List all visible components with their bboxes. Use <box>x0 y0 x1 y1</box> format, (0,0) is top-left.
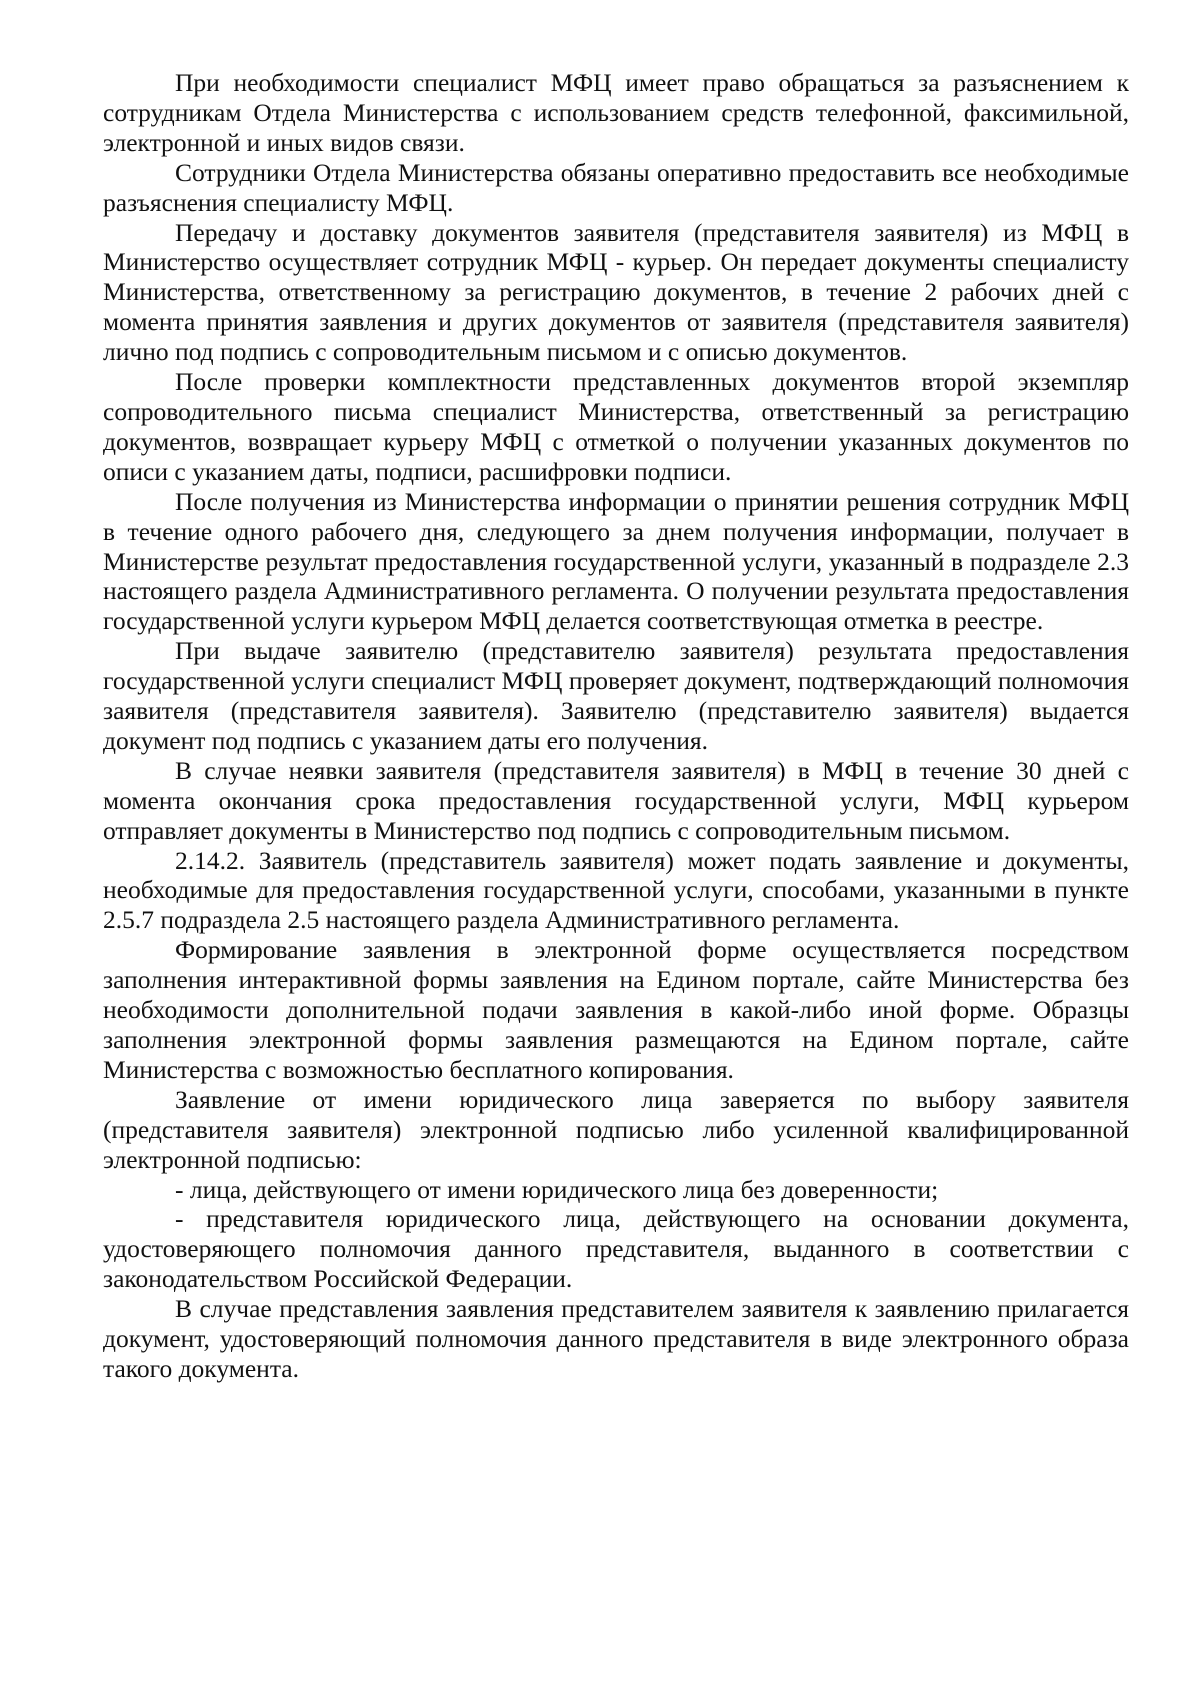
paragraph-result-receipt: После получения из Министерства информации о принятии решения сотрудник МФЦ в течение одного рабочего дня, следующего за днем получения информации, получает в Министерстве результат предоставления государственной услуги, указанный в подразделе 2.3 настоящего раздела Административного регламента. О получении результата предоставления государственной услуги курьером МФЦ делается соответствующая отметка в реестре. <box>103 486 1129 636</box>
list-item-representative: - представителя юридического лица, действующего на основании документа, удостоверяющего полномочия данного представителя, выданного в соответствии с законодательством Российской Федерации. <box>103 1204 1129 1294</box>
paragraph-electronic-form: Формирование заявления в электронной форме осуществляется посредством заполнения интерактивной формы заявления на Едином портале, сайте Министерства без необходимости дополнительной подачи заявления в какой-либо иной форме. Образцы заполнения электронной формы заявления размещаются на Едином портале, сайте Министерства с возможностью бесплатного копирования. <box>103 935 1129 1084</box>
document-body <box>103 68 1129 1384</box>
paragraph-non-appearance: В случае неявки заявителя (представителя заявителя) в МФЦ в течение 30 дней с момента окончания срока предоставления государственной услуги, МФЦ курьером отправляет документы в Министерство под подпись с сопроводительным письмом. <box>103 755 1129 845</box>
list-item-without-proxy: - лица, действующего от имени юридического лица без доверенности; <box>175 1174 939 1204</box>
paragraph-mfc-clarification: При необходимости специалист МФЦ имеет право обращаться за разъяснением к сотрудникам Отдела Министерства с использованием средств телефонной, факсимильной, электронной и иных видов связи. <box>103 68 1129 157</box>
paragraph-representative-document: В случае представления заявления представителем заявителя к заявлению прилагается документ, удостоверяющий полномочия данного представителя в виде электронного образа такого документа. <box>103 1294 1129 1383</box>
paragraph-department-obligation: Сотрудники Отдела Министерства обязаны оперативно предоставить все необходимые разъяснения специалисту МФЦ. <box>103 157 1129 217</box>
paragraph-completeness-check: После проверки комплектности представленных документов второй экземпляр сопроводительного письма специалист Министерства, ответственный за регистрацию документов, возвращает курьеру МФЦ с отметкой о получении указанных документов по описи с указанием даты, подписи, расшифровки подписи. <box>103 367 1129 486</box>
paragraph-legal-entity-signature: Заявление от имени юридического лица заверяется по выбору заявителя (представителя заявителя) электронной подписью либо усиленной квалифицированной электронной подписью: <box>103 1084 1129 1174</box>
paragraph-document-delivery: Передачу и доставку документов заявителя (представителя заявителя) из МФЦ в Министерство осуществляет сотрудник МФЦ - курьер. Он передает документы специалисту Министерства, ответственному за регистрацию документов, в течение 2 рабочих дней с момента принятия заявления и других документов от заявителя (представителя заявителя) лично под подпись с сопроводительным письмом и с описью документов. <box>103 217 1129 367</box>
paragraph-result-issuance: При выдаче заявителю (представителю заявителя) результата предоставления государственной услуги специалист МФЦ проверяет документ, подтверждающий полномочия заявителя (представителя заявителя). Заявителю (представителю заявителя) выдается документ под подпись с указанием даты его получения. <box>103 636 1129 755</box>
paragraph-section-2-14-2: 2.14.2. Заявитель (представитель заявителя) может подать заявление и документы, необходимые для предоставления государственной услуги, способами, указанными в пункте 2.5.7 подраздела 2.5 настоящего раздела Административного регламента. <box>103 845 1129 935</box>
